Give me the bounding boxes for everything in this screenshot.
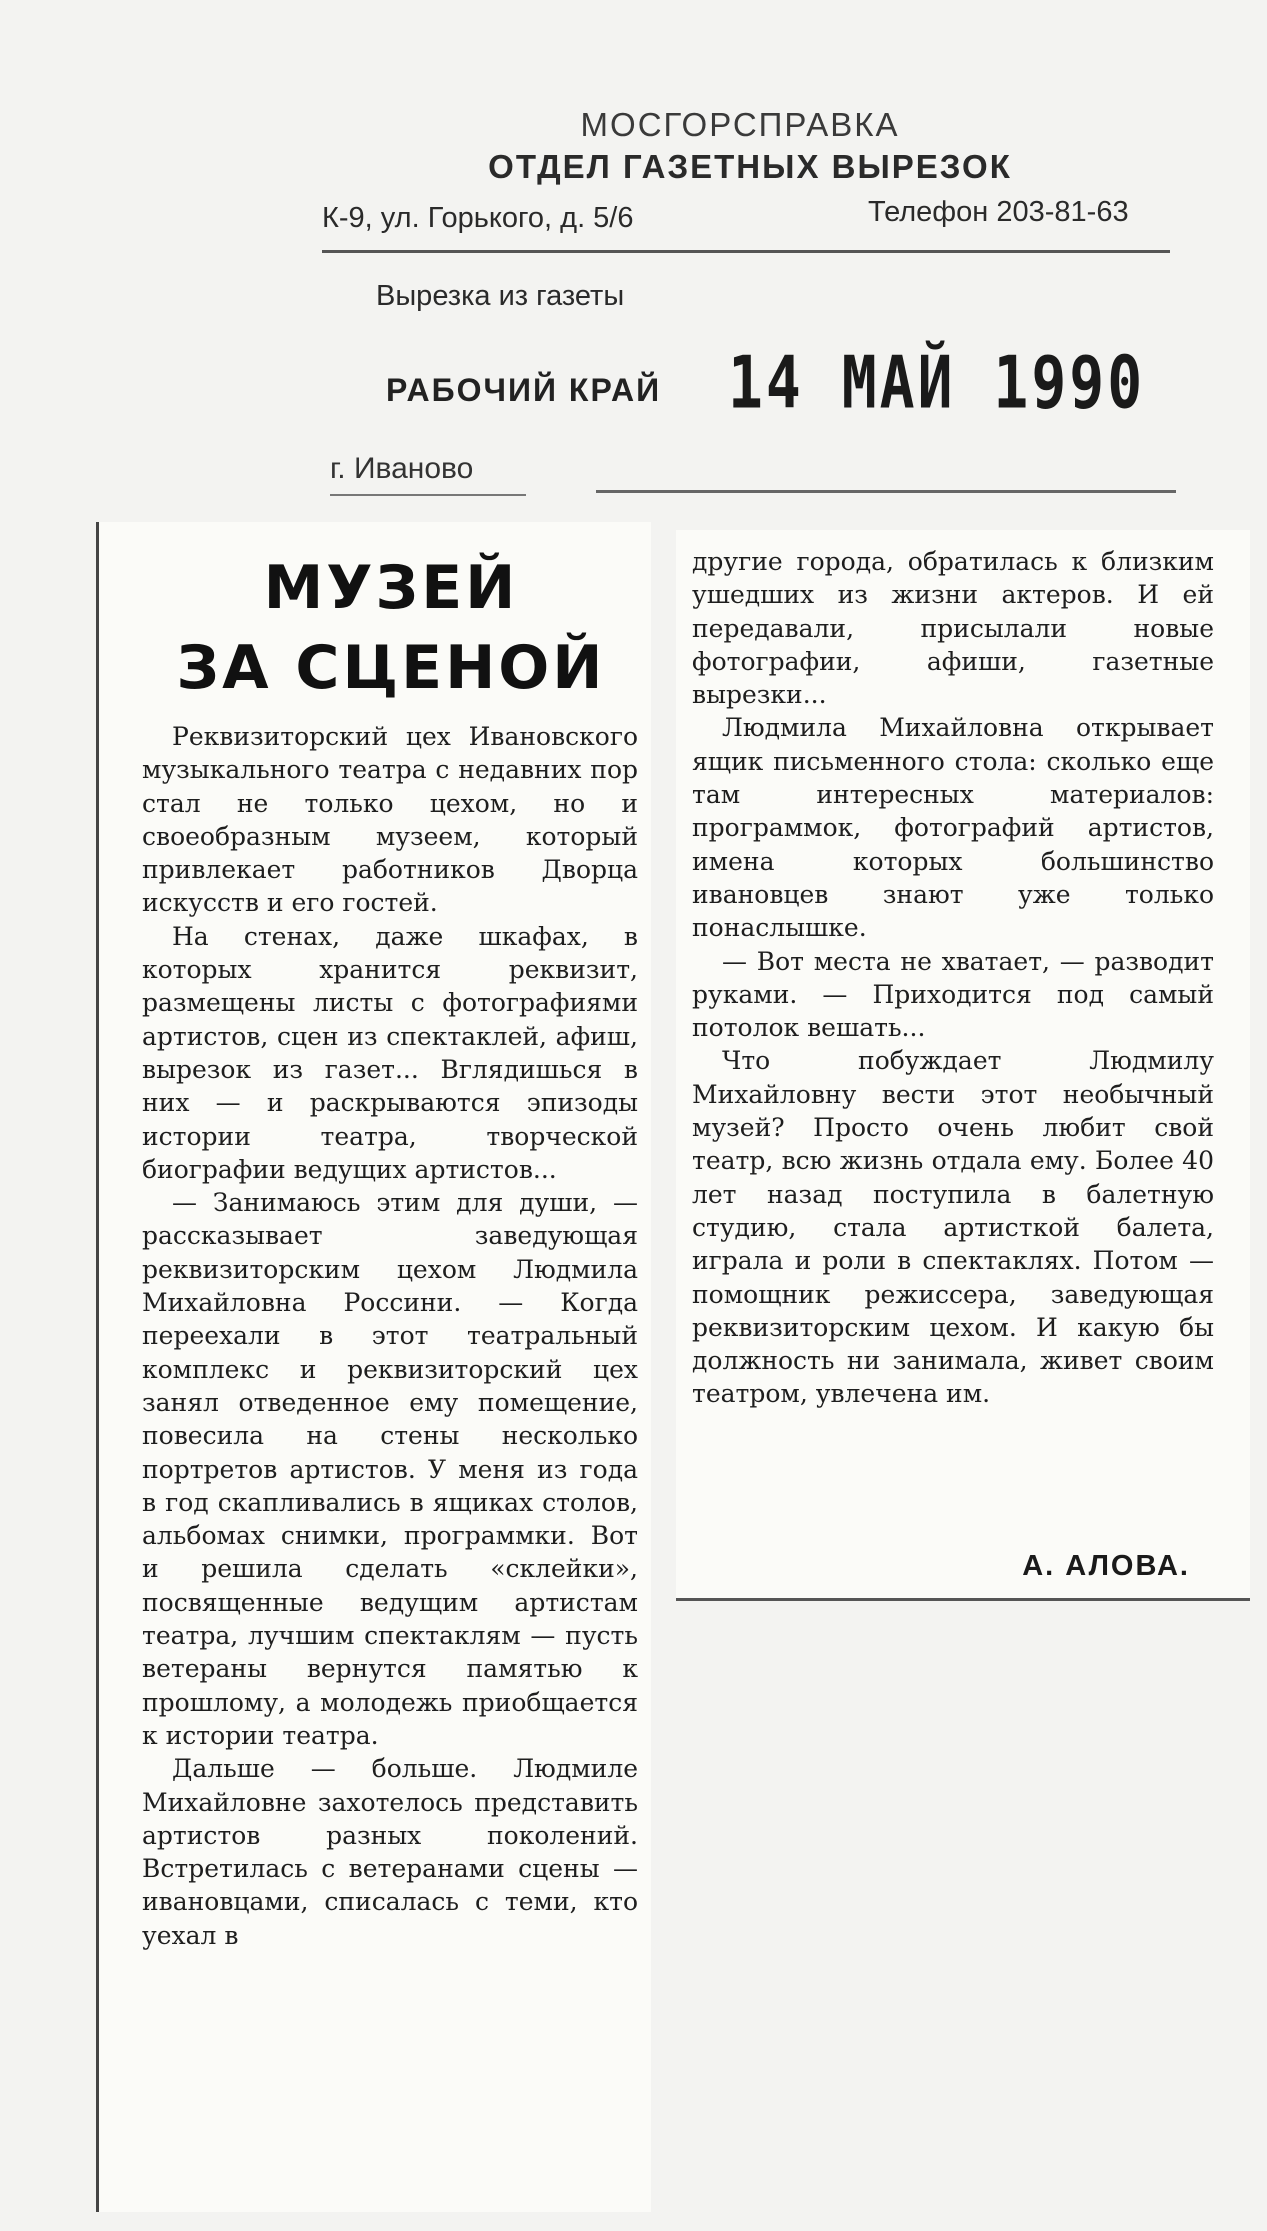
newspaper-name: РАБОЧИЙ КРАЙ [386, 372, 662, 408]
article-headline [156, 548, 626, 708]
article-column-left [142, 720, 638, 1952]
article-byline: А. АЛОВА. [1022, 1550, 1190, 1582]
paragraph: другие города, обратилась к близким ушедших из жизни актеров. И ей передавали, присылали новые фотографии, афиши, газетные вырезки... [692, 547, 1214, 710]
paragraph: Что побуждает Людмилу Михайловну вести этот необычный музей? Просто очень любит свой театр, всю жизнь отдала ему. Более 40 лет назад поступила в балетную студию, стала артисткой балета, играла и роли в спектаклях. Потом — помощник режиссера, заведующая реквизиторским цехом. И какую бы должность ни занимала, живет своим театром, увлечена им. [692, 1046, 1214, 1409]
paragraph: Реквизиторский цех Ивановского музыкального театра с недавних пор стал не только цехом, но и своеобразным музеем, который привлекает работников Дворца искусств и его гостей. [142, 722, 638, 918]
paragraph: Дальше — больше. Людмиле Михайловне захотелось представить артистов разных поколений. Встретилась с ветеранами сцены — ивановцами, списалась с теми, кто уехал в [142, 1754, 638, 1950]
paragraph: На стенах, даже шкафах, в которых хранится реквизит, размещены листы с фотографиями артистов, сцен из спектаклей, афиш, вырезок из газет... Вглядишься в них — и раскрываются эпизоды истории театра, творческой биографии ведущих артистов... [142, 921, 638, 1184]
city-underline [330, 494, 526, 496]
cut-line [596, 490, 1176, 493]
paragraph: — Вот места не хватает, — разводит руками. — Приходится под самый потолок вешать... [692, 946, 1214, 1043]
city-label: г. Иваново [330, 452, 474, 485]
stamp-department: ОТДЕЛ ГАЗЕТНЫХ ВЫРЕЗОК [488, 148, 1012, 185]
headline-line-1: МУЗЕЙ [263, 553, 519, 623]
stamp-caption: Вырезка из газеты [376, 280, 625, 312]
stamp-phone: Телефон 203-81-63 [868, 196, 1129, 228]
paragraph: — Занимаюсь этим для души, — рассказывает заведующая реквизиторским цехом Людмила Михайловна Россини. — Когда переехали в этот театральный комплекс и реквизиторский цех занял отведенное ему помещение, повесила на стены несколько портретов артистов. У меня из года в год скапливались в ящиках столов, альбомах снимки, программки. Вот и решила сделать «склейки», посвященные ведущим артистам театра, лучшим спектаклям — пусть ветераны вернутся памятью к прошлому, а молодежь приобщается к истории театра. [142, 1188, 638, 1750]
stamp-address: К-9, ул. Горького, д. 5/6 [322, 202, 634, 234]
stamp-divider [322, 250, 1170, 253]
paragraph: Людмила Михайловна открывает ящик письменного стола: сколько еще там интересных материалов: программок, фотографий артистов, имена которых большинство ивановцев знают уже только понаслышке. [692, 713, 1214, 943]
stamp-organization: МОСГОРСПРАВКА [580, 106, 900, 143]
article-column-right [692, 545, 1214, 1411]
date-stamp: 14 МАЙ 1990 [728, 340, 1146, 425]
headline-line-2: ЗА СЦЕНОЙ [176, 633, 606, 703]
